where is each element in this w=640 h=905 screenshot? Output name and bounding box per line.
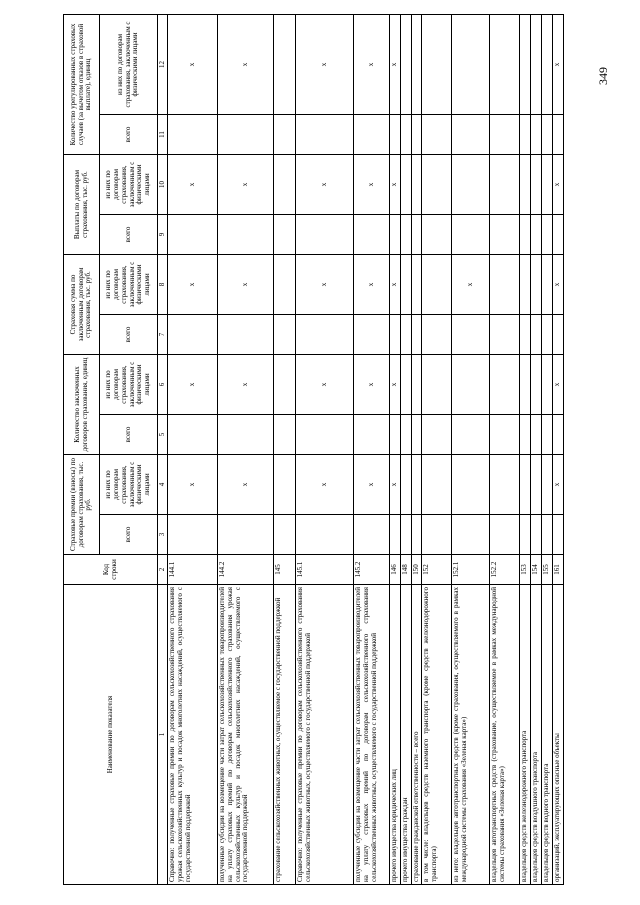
table-cell: x [390,15,401,115]
table-cell [411,15,422,115]
table-cell [490,355,520,415]
table-cell [422,155,452,215]
row-code: 161 [552,555,563,585]
table-cell [218,115,274,155]
table-row [354,15,390,885]
indicator-name: Справочно: полученные страховые премии по договорам сельскохозяйственного страхования сельскохозяйственных животных, осуществляемого с государственной поддержкой [296,585,354,885]
row-code: 145.2 [354,555,390,585]
table-cell [274,355,296,415]
table-cell: x [218,455,274,515]
row-code: 154 [531,555,542,585]
table-cell [411,455,422,515]
table-cell [490,315,520,355]
table-cell [411,255,422,315]
row-code: 145 [274,555,296,585]
table-cell [218,515,274,555]
header-total: всего [100,315,158,355]
table-cell [274,255,296,315]
table-row [520,15,531,885]
table-cell: x [552,15,563,115]
column-number: 7 [158,315,168,355]
table-cell [531,15,542,115]
table-row [422,15,452,885]
header-phys: из них по договорам страхования, заключенным с физическими лицами [100,355,158,415]
table-cell [552,115,563,155]
table-cell [218,415,274,455]
table-cell [422,15,452,115]
page-number: 349 [596,67,610,85]
table-row [542,15,553,885]
table-cell [520,15,531,115]
column-number: 1 [158,585,168,885]
table-cell [274,515,296,555]
table-cell [531,155,542,215]
table-cell [542,355,553,415]
table-cell: x [168,355,218,415]
table-cell: x [552,455,563,515]
table-cell [400,355,411,415]
insurance-report-table [63,14,564,885]
table-cell: x [218,155,274,215]
row-code: 148 [400,555,411,585]
table-cell [531,315,542,355]
table-cell [531,355,542,415]
table-cell [274,115,296,155]
row-code: 150 [411,555,422,585]
table-cell [422,315,452,355]
indicator-name: прочего имущества юридических лиц [390,585,401,885]
row-code: 144.1 [168,555,218,585]
table-cell [520,415,531,455]
table-cell [542,215,553,255]
table-row [168,15,218,885]
indicator-name: полученные субсидии на возмещение части затрат сельскохозяйственных товаропроизводителей на уплату страховых премий по договорам сельскохозяйственного страхования урожая сельскохозяйственных культур и посадок многолетних насаждений, осуществляемого с государственной поддержкой [218,585,274,885]
table-cell [452,315,490,355]
column-number: 3 [158,515,168,555]
table-cell [354,315,390,355]
table-cell: x [296,355,354,415]
header-row-code: Код строки [64,555,158,585]
table-cell [542,15,553,115]
table-cell [531,415,542,455]
table-cell: x [296,255,354,315]
table-cell [531,515,542,555]
table-cell [490,515,520,555]
column-number: 5 [158,415,168,455]
table-cell [542,415,553,455]
column-numbers-row [158,15,168,885]
table-cell: x [354,155,390,215]
table-cell [452,15,490,115]
table-cell [168,515,218,555]
table-cell: x [552,355,563,415]
table-cell [542,155,553,215]
table-cell [520,515,531,555]
indicator-name: страхование сельскохозяйственных животных, осуществляемое с государственной поддержкой [274,585,296,885]
header-total: всего [100,415,158,455]
table-cell [422,255,452,315]
table-cell [422,215,452,255]
table-cell: x [168,255,218,315]
table-cell [411,115,422,155]
table-cell: x [354,15,390,115]
table-cell [400,115,411,155]
table-cell [390,315,401,355]
header-payouts: Выплаты по договорам страхования, тыс. руб. [64,155,100,255]
table-cell: x [218,355,274,415]
header-phys: из них по договорам страхования, заключенным с физическими лицами [100,255,158,315]
row-code: 146 [390,555,401,585]
table-cell: x [354,355,390,415]
table-cell [296,415,354,455]
row-code: 152 [422,555,452,585]
table-row [452,15,490,885]
indicator-name: организаций, эксплуатирующих опасные объекты [552,585,563,885]
table-row [218,15,274,885]
table-cell: x [296,455,354,515]
table-cell [411,215,422,255]
table-cell [552,415,563,455]
table-row [552,15,563,885]
indicator-name: владельцев средств воздушного транспорта [531,585,542,885]
column-number: 11 [158,115,168,155]
table-cell [400,515,411,555]
indicator-name: в том числе: владельцев средств наземного транспорта (кроме средств железнодорожного транспорта) [422,585,452,885]
header-phys: из них по договорам страхования, заключенным с физическими лицами [100,455,158,515]
header-total: всего [100,115,158,155]
header-phys: из них по договорам страхования, заключенным с физическими лицами [100,155,158,215]
table-cell [542,255,553,315]
table-cell [296,115,354,155]
table-cell: x [354,455,390,515]
table-cell [452,355,490,415]
table-cell [400,15,411,115]
table-row [274,15,296,885]
table-cell [452,455,490,515]
header-total: всего [100,215,158,255]
header-total: всего [100,515,158,555]
table-cell [390,415,401,455]
column-number: 8 [158,255,168,315]
table-cell [354,415,390,455]
table-cell [490,215,520,255]
table-cell [490,115,520,155]
table-cell [452,215,490,255]
table-cell: x [218,255,274,315]
table-body [158,15,564,885]
table-cell [411,315,422,355]
table-cell [422,515,452,555]
table-cell [411,515,422,555]
table-cell [531,455,542,515]
table-row [531,15,542,885]
table-cell [400,455,411,515]
table-cell: x [168,455,218,515]
indicator-name: владельцев средств водного транспорта [542,585,553,885]
table-cell [452,155,490,215]
table-cell [274,155,296,215]
row-code: 145.1 [296,555,354,585]
table-cell [168,415,218,455]
table-cell [452,415,490,455]
table-cell [168,115,218,155]
table-cell [411,155,422,215]
row-code: 153 [520,555,531,585]
table-cell [296,315,354,355]
table-cell [542,315,553,355]
table-cell [168,215,218,255]
indicator-name: страхование гражданской ответственности – всего [411,585,422,885]
table-cell: x [390,255,401,315]
table-cell [520,215,531,255]
indicator-name: прочего имущества граждан [400,585,411,885]
table-cell [520,155,531,215]
header-premiums: Страховые премии (взносы) по договорам страхования, тыс. руб. [64,455,100,555]
table-cell [274,15,296,115]
table-cell [520,355,531,415]
indicator-name: владельцев автотранспортных средств (страхование, осуществляемое в рамках международной системы страхования «Зеленая карта») [490,585,520,885]
table-cell: x [296,15,354,115]
table-cell [552,215,563,255]
header-indicator-name: Наименование показателя [64,585,158,885]
table-cell: x [552,155,563,215]
table-cell [354,515,390,555]
table-cell [390,115,401,155]
column-number: 4 [158,455,168,515]
table-cell [400,215,411,255]
table-row [390,15,401,885]
table-cell: x [552,255,563,315]
row-code: 152.1 [452,555,490,585]
table-cell [411,415,422,455]
table-cell [542,455,553,515]
table-cell [490,415,520,455]
table-cell [218,315,274,355]
table-cell: x [168,155,218,215]
table-cell [520,255,531,315]
table-cell [542,515,553,555]
row-code: 144.2 [218,555,274,585]
table-cell [296,215,354,255]
table-cell [218,215,274,255]
header-sum-insured: Страховая сумма по заключенным договорам страхования, тыс. руб. [64,255,100,355]
table-cell [490,455,520,515]
table-cell [531,215,542,255]
table-cell [390,215,401,255]
table-cell: x [452,255,490,315]
table-cell [422,455,452,515]
table-cell [552,515,563,555]
table-cell [490,255,520,315]
table-cell [354,215,390,255]
column-number: 6 [158,355,168,415]
table-cell [531,115,542,155]
indicator-name: Справочно: полученные страховые премии по договорам сельскохозяйственного страхования урожая сельскохозяйственных культур и посадок многолетних насаждений, осуществляемого с государственной поддержкой [168,585,218,885]
table-cell [274,215,296,255]
indicator-name: полученные субсидии на возмещение части затрат сельскохозяйственных товаропроизводителей на уплату страховых премий по договорам сельскохозяйственного страхования сельскохозяйственных животных, осуществляемого с государственной поддержкой [354,585,390,885]
table-row [411,15,422,885]
column-number: 10 [158,155,168,215]
table-cell [422,115,452,155]
table-cell [531,255,542,315]
table-cell: x [390,155,401,215]
table-cell [422,355,452,415]
table-cell [400,315,411,355]
table-row [400,15,411,885]
table-cell [168,315,218,355]
table-cell [452,115,490,155]
table-cell [411,355,422,415]
header-contracts-count: Количество заключенных договоров страхования, единиц [64,355,100,455]
table-cell [274,455,296,515]
header-phys: из них по договорам страхования, заключенным с физическими лицами [100,15,158,115]
table-cell [422,415,452,455]
table-row [296,15,354,885]
table-cell [490,15,520,115]
column-number: 9 [158,215,168,255]
indicator-name: владельцев средств железнодорожного транспорта [520,585,531,885]
table-cell [520,315,531,355]
table-cell: x [296,155,354,215]
table-cell: x [354,255,390,315]
table-cell [296,515,354,555]
row-code: 155 [542,555,553,585]
table-cell [520,115,531,155]
table-cell [400,155,411,215]
table-row [490,15,520,885]
table-cell [542,115,553,155]
column-number: 12 [158,15,168,115]
table-cell [274,415,296,455]
table-cell [520,455,531,515]
row-code: 152.2 [490,555,520,585]
table-cell [390,515,401,555]
table-cell: x [390,355,401,415]
table-cell [552,315,563,355]
column-number: 2 [158,555,168,585]
table-cell [354,115,390,155]
table-cell [400,415,411,455]
table-cell: x [390,455,401,515]
indicator-name: из него: владельцев автотранспортных средств (кроме страхования, осуществляемого в рамках международной системы страхования «Зеленая карта») [452,585,490,885]
table-cell [490,155,520,215]
table-cell [452,515,490,555]
header-settled-cases: Количество урегулированных страховых случаев (за вычетом отказов в страховой выплате), единиц [64,15,100,155]
table-cell [400,255,411,315]
table-cell: x [218,15,274,115]
table-cell [274,315,296,355]
table-cell: x [168,15,218,115]
header-row-main [64,15,100,885]
